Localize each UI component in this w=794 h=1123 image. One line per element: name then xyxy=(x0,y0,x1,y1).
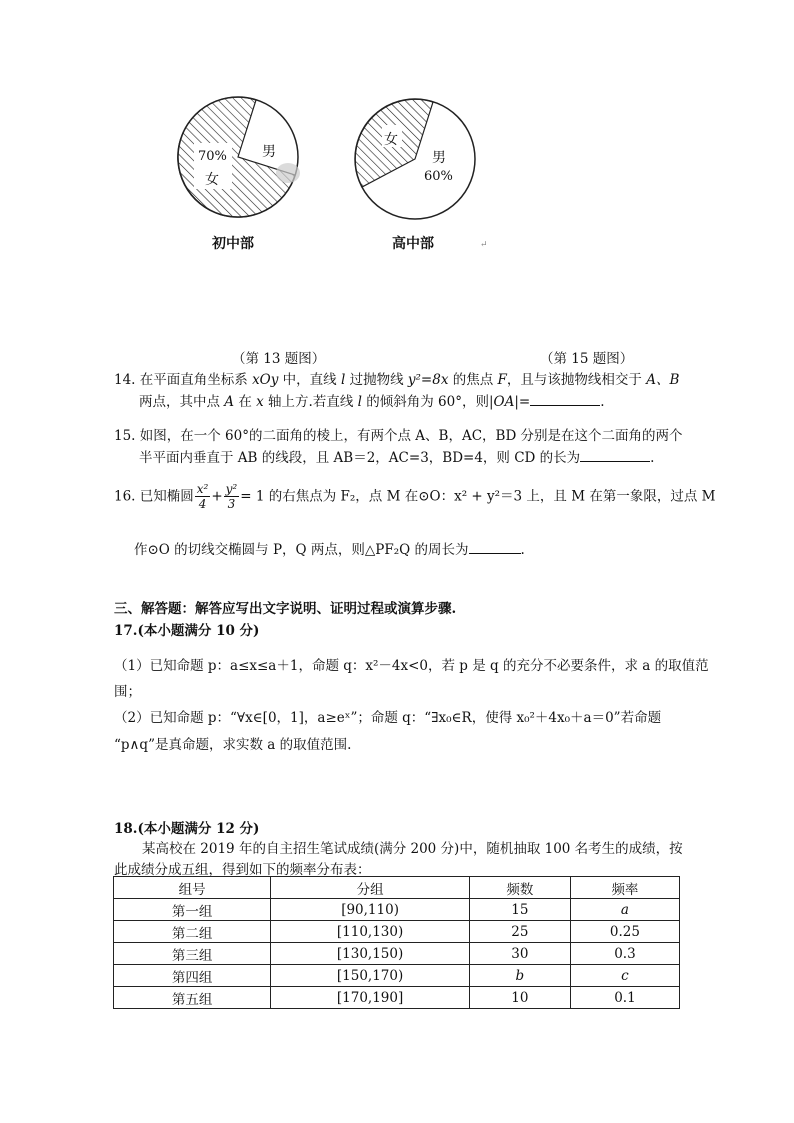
table-cell: [150,170) xyxy=(271,965,469,987)
table-row xyxy=(114,965,680,987)
pie-senior-caption: 高中部 xyxy=(392,236,434,252)
table-cell: 第三组 xyxy=(114,943,271,965)
pie-senior-female-label: 女 xyxy=(384,132,398,148)
table-cell: b xyxy=(469,965,570,987)
pie-junior-male-label: 男 xyxy=(262,144,276,160)
pie-junior-caption: 初中部 xyxy=(212,236,254,252)
pie-junior-female-label: 女 xyxy=(205,172,219,188)
pie-senior xyxy=(355,99,475,219)
pie-senior-pct-label: 60% xyxy=(424,169,453,184)
table-row xyxy=(114,921,680,943)
q15-line1: 15. 如图，在一个 60°的二面角的棱上，有两个点 A、B，AC，BD 分别是在这个二面角的两个 xyxy=(114,428,683,444)
table-cell: [130,150) xyxy=(271,943,469,965)
table-cell: [170,190] xyxy=(271,987,469,1009)
table-cell: 0.1 xyxy=(570,987,679,1009)
table-cell: 25 xyxy=(469,921,570,943)
frequency-table xyxy=(113,876,680,1009)
q14-line2: 两点，其中点 A 在 x 轴上方.若直线 l 的倾斜角为 60°，则|OA|= . xyxy=(139,394,605,410)
table-cell: 30 xyxy=(469,943,570,965)
table-row xyxy=(114,943,680,965)
table-cell: [110,130) xyxy=(271,921,469,943)
section3-heading: 三、解答题：解答应写出文字说明、证明过程或演算步骤. xyxy=(114,601,457,617)
table-cell: 第二组 xyxy=(114,921,271,943)
table-header-cell: 分组 xyxy=(271,877,469,899)
q16-line1: 16. 已知椭圆 $\frac{\text{x²}}{4}$ + $\frac{\text{y²}}{3}$ = 1 的右焦点为 F₂，点 M 在⊙O：x² + y²＝3 上，且 M 在第一象限，过点 M xyxy=(114,482,716,511)
table-cell: 第一组 xyxy=(114,899,271,921)
table-cell: 第五组 xyxy=(114,987,271,1009)
table-cell: a xyxy=(570,899,679,921)
q17-part1-line1: （1）已知命题 p：a≤x≤a＋1，命题 q：x²－4x<0，若 p 是 q 的充分不必要条件，求 a 的取值范 xyxy=(114,658,709,674)
table-cell: c xyxy=(570,965,679,987)
caption-figure-13: （第 13 题图） xyxy=(232,351,326,367)
table-header-cell: 组号 xyxy=(114,877,271,899)
table-cell: 0.3 xyxy=(570,943,679,965)
return-mark-icon: ↵ xyxy=(480,240,488,250)
q17-title: 17.(本小题满分 10 分) xyxy=(114,623,260,639)
q14-line1: 14. 在平面直角坐标系 xOy 中，直线 l 过抛物线 y²=8x 的焦点 F，且与该抛物线相交于 A、B xyxy=(114,372,680,388)
pie-senior-male-label: 男 xyxy=(432,150,446,166)
table-cell: 10 xyxy=(469,987,570,1009)
table-header-cell: 频数 xyxy=(469,877,570,899)
table-row xyxy=(114,899,680,921)
q18-title: 18.(本小题满分 12 分) xyxy=(114,821,260,837)
q15-line2: 半平面内垂直于 AB 的线段，且 AB＝2，AC=3，BD=4，则 CD 的长为 . xyxy=(139,450,655,466)
q18-line1: 某高校在 2019 年的自主招生笔试成绩(满分 200 分)中，随机抽取 100 名考生的成绩，按 xyxy=(142,841,683,857)
table-header-cell: 频率 xyxy=(570,877,679,899)
q17-part2-line2: “p∧q”是真命题，求实数 a 的取值范围. xyxy=(114,737,352,753)
q18-line2: 此成绩分成五组，得到如下的频率分布表： xyxy=(114,862,371,878)
q14-answer-blank xyxy=(530,393,600,406)
q17-part2-line1: （2）已知命题 p：“∀x∈[0，1]，a≥eˣ”；命题 q：“∃x₀∈R，使得 x₀²＋4x₀＋a＝0”若命题 xyxy=(114,710,662,726)
q15-answer-blank xyxy=(580,449,650,462)
q16-line2: 作⊙O 的切线交椭圆与 P，Q 两点，则△PF₂Q 的周长为 . xyxy=(134,542,525,558)
pie-junior xyxy=(178,97,298,217)
q17-part1-line2: 围； xyxy=(114,684,141,700)
table-cell: 0.25 xyxy=(570,921,679,943)
table-cell: 15 xyxy=(469,899,570,921)
table-row xyxy=(114,987,680,1009)
table-cell: [90,110) xyxy=(271,899,469,921)
table-cell: 第四组 xyxy=(114,965,271,987)
caption-figure-15: （第 15 题图） xyxy=(540,351,634,367)
table-header-row xyxy=(114,877,680,899)
pie-junior-pct-label: 70% xyxy=(198,149,227,164)
q16-answer-blank xyxy=(469,541,521,554)
